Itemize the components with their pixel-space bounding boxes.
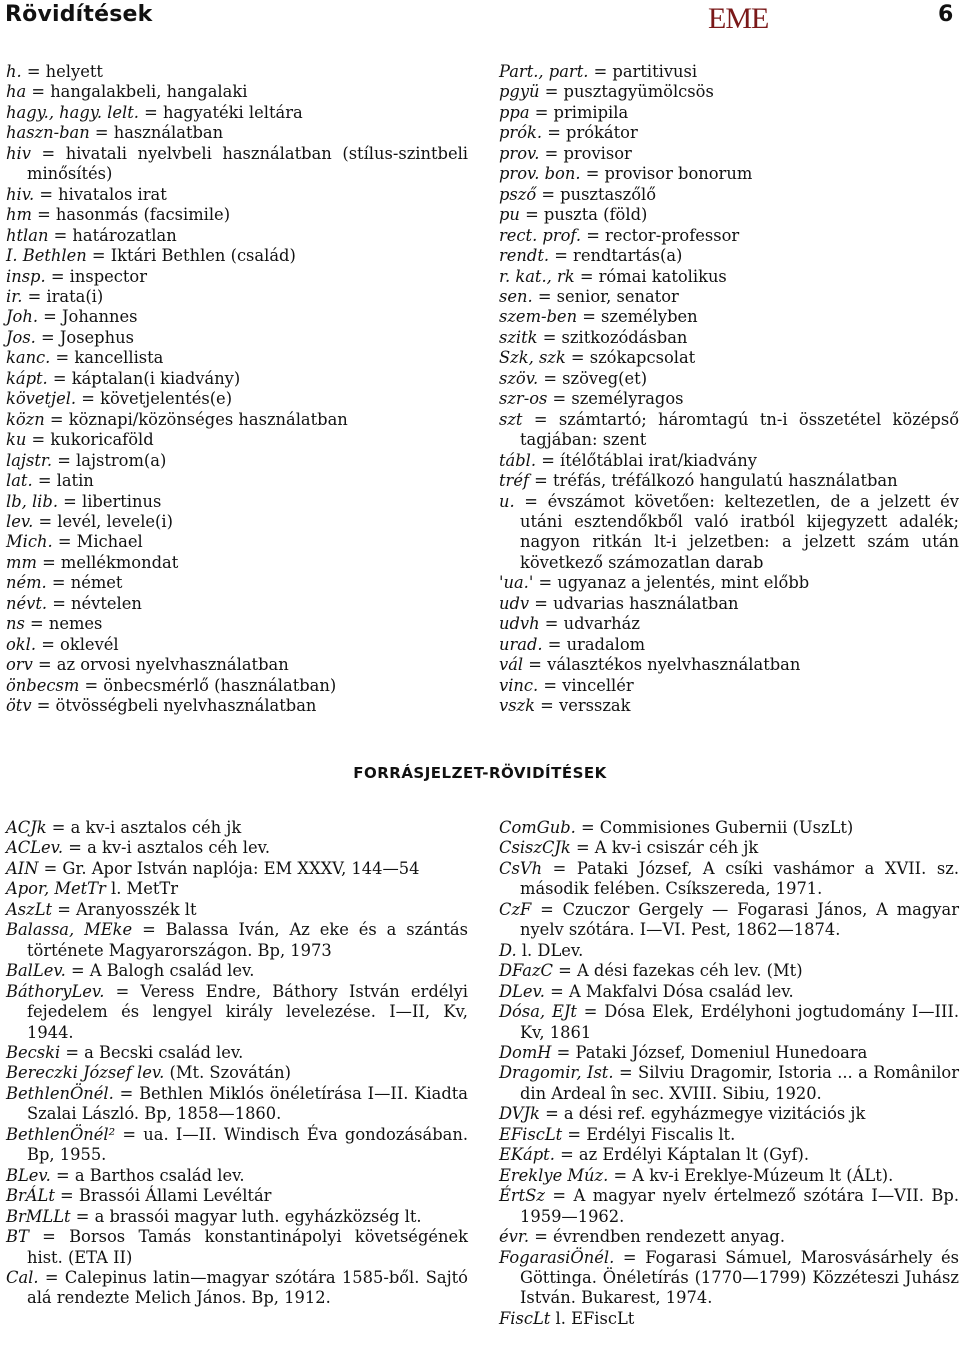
entry-abbreviation: ns <box>6 614 25 634</box>
entry-abbreviation: Cal. <box>6 1267 39 1287</box>
entry <box>6 553 468 573</box>
entry-definition: = Josephus <box>35 327 134 347</box>
entry-abbreviation: DomH <box>499 1042 552 1062</box>
entry-definition: = nemes <box>24 614 103 634</box>
entry <box>499 1104 959 1124</box>
entry-abbreviation: kanc. <box>6 348 51 368</box>
entry-abbreviation: évr. <box>499 1227 530 1247</box>
entry <box>499 961 959 981</box>
entry <box>499 900 959 941</box>
entry <box>499 307 959 327</box>
entry <box>6 879 468 899</box>
entry <box>6 62 468 82</box>
entry-definition: = szókapcsolat <box>565 348 696 368</box>
entry-definition: = Brassói Állami Levéltár <box>54 1186 272 1206</box>
entry-abbreviation: szitk <box>499 327 538 347</box>
entry <box>499 1166 959 1186</box>
entry <box>499 1043 959 1063</box>
entry-definition: = inspector <box>45 266 148 286</box>
entry-definition: = partitivusi <box>588 62 698 81</box>
entry-abbreviation: Ereklye Múz. <box>499 1165 609 1185</box>
entry-definition: = pusztagyümölcsös <box>539 82 714 102</box>
entry <box>499 838 959 858</box>
entry-definition: = hangalakbeli, hangalaki <box>26 82 248 102</box>
entry <box>6 226 468 246</box>
entry-abbreviation: követjel. <box>6 389 77 409</box>
entry-abbreviation: lat. <box>6 471 33 491</box>
entry-definition: = a Becski család lev. <box>60 1042 244 1062</box>
entry-definition: = A Makfalvi Dósa család lev. <box>544 981 794 1001</box>
entry-abbreviation: psző <box>499 184 537 204</box>
entry-abbreviation: AIN <box>6 858 39 878</box>
entry <box>6 307 468 327</box>
entry-abbreviation: udvh <box>499 614 540 634</box>
entry-definition: = prókátor <box>542 123 638 143</box>
entry <box>6 267 468 287</box>
entry-abbreviation: FogarasiÖnél. <box>499 1247 615 1267</box>
entry <box>6 532 468 552</box>
entry <box>499 1186 959 1227</box>
entry <box>6 389 468 409</box>
entry-definition: = A dési fazekas céh lev. (Mt) <box>553 961 803 981</box>
entry <box>6 859 468 879</box>
entry-definition: = káptalan(i kiadvány) <box>47 368 241 388</box>
entry-abbreviation: u. <box>499 491 515 511</box>
entry-definition: = lajstrom(a) <box>52 450 167 470</box>
entry <box>6 205 468 225</box>
entry-abbreviation: EFiscLt <box>499 1124 563 1144</box>
entry <box>6 635 468 655</box>
entry-abbreviation: ha <box>6 82 27 102</box>
entry-abbreviation: szr-os <box>499 389 548 409</box>
entry <box>6 246 468 266</box>
entry-definition: = kukoricaföld <box>26 430 154 450</box>
entry-definition: = rector-professor <box>581 225 740 245</box>
entry-definition: = a dési ref. egyházmegye vizitációs jk <box>539 1104 866 1124</box>
entry-abbreviation: okl. <box>6 634 37 654</box>
entry <box>499 144 959 164</box>
entry-abbreviation: prov. bon. <box>499 164 581 184</box>
entry-definition: = levél, levele(i) <box>33 511 173 531</box>
entry-definition: = köznapi/közönséges használatban <box>44 409 348 429</box>
entry <box>499 982 959 1002</box>
entry <box>6 900 468 920</box>
entry-definition: = évrendben rendezett anyag. <box>529 1227 786 1247</box>
entry-definition: = Dósa Elek, Erdélyhoni jogtudomány I—III. Kv, 1861 <box>520 1002 959 1042</box>
entry-definition: = a Barthos család lev. <box>50 1165 245 1185</box>
entry <box>6 328 468 348</box>
entry-abbreviation: közn <box>6 409 45 429</box>
entry <box>499 328 959 348</box>
entry <box>499 859 959 900</box>
entry-abbreviation: CsVh <box>499 858 543 878</box>
entry-definition: = szöveg(et) <box>538 368 648 388</box>
entry <box>6 676 468 696</box>
entry <box>6 410 468 430</box>
entry-abbreviation: ir. <box>6 286 23 306</box>
entry <box>499 410 959 451</box>
entry-definition: = rendtartás(a) <box>549 246 683 266</box>
entry-definition: = önbecsmérlő (használatban) <box>79 675 337 695</box>
entry-definition: = Borsos Tamás konstantinápolyi követségének hist. (ETA II) <box>27 1227 468 1267</box>
entry-definition: = személyragos <box>547 389 684 409</box>
entry-abbreviation: D. <box>499 940 517 960</box>
entry-definition: = A magyar nyelv értelmező szótára I—VII. Bp. 1959—1962. <box>520 1186 959 1226</box>
entry-abbreviation: DLev. <box>499 981 545 1001</box>
entry-abbreviation: Balassa, MEke <box>6 920 133 940</box>
entry-definition: = Johannes <box>38 307 138 327</box>
page-number: 6 <box>938 2 954 27</box>
entry <box>499 492 959 574</box>
entry <box>6 1268 468 1309</box>
entry-definition: = A kv-i csiszár céh jk <box>570 838 759 858</box>
entry <box>6 144 468 185</box>
entry-abbreviation: Jos. <box>6 327 36 347</box>
entry <box>6 82 468 102</box>
entry <box>6 1043 468 1063</box>
entry <box>6 573 468 593</box>
entry <box>6 430 468 450</box>
entry-abbreviation: lajstr. <box>6 450 53 470</box>
entry-abbreviation: DVJk <box>499 1104 540 1124</box>
entry-abbreviation: I. Bethlen <box>6 246 87 266</box>
entry <box>6 838 468 858</box>
entry-definition: = Gr. Apor István naplója: EM XXXV, 144—54 <box>38 858 420 878</box>
entry <box>499 246 959 266</box>
entry-definition: = hagyatéki leltára <box>138 102 303 122</box>
entry-definition: = vincellér <box>538 675 634 695</box>
entry-abbreviation: szt <box>499 409 523 429</box>
entry <box>6 348 468 368</box>
entry-definition: = német <box>46 573 123 593</box>
entry-definition: = a kv-i asztalos céh lev. <box>63 838 271 858</box>
entry <box>499 696 959 716</box>
entry-definition: = követjelentés(e) <box>76 389 233 409</box>
entry <box>499 1248 959 1309</box>
entry-definition: = versszak <box>535 696 631 716</box>
entry <box>6 1084 468 1125</box>
entry-definition: = pusztaszőlő <box>536 184 656 204</box>
entry-definition: = Erdélyi Fiscalis lt. <box>562 1124 736 1144</box>
entry <box>499 103 959 123</box>
entry-definition: = helyett <box>21 62 103 81</box>
entry <box>499 1309 959 1329</box>
entry <box>6 512 468 532</box>
entry-definition: = latin <box>32 471 94 491</box>
entry-definition: = Silviu Dragomir, Istoria ... a Românilor din Ardeal în sec. XVIII. Sibiu, 1920. <box>520 1063 959 1103</box>
sources-right-column <box>499 818 959 1329</box>
entry <box>499 573 959 593</box>
entry-definition: = hasonmás (facsimile) <box>31 205 231 225</box>
entry-definition: = Michael <box>52 532 143 552</box>
entry-abbreviation: vál <box>499 655 524 675</box>
entry <box>6 492 468 512</box>
page-header <box>0 0 960 40</box>
entry <box>499 1145 959 1165</box>
entry <box>6 1125 468 1166</box>
entry <box>499 471 959 491</box>
entry-abbreviation: FiscLt <box>499 1308 551 1328</box>
entry-definition: = szitkozódásban <box>537 327 688 347</box>
entry-definition: = kancellista <box>50 348 164 368</box>
entry-abbreviation: ötv <box>6 696 32 716</box>
entry-abbreviation: AszLt <box>6 899 53 919</box>
entry-definition: = Bethlen Miklós önéletírása I—II. Kiadta Szalai László. Bp, 1858—1860. <box>27 1083 468 1124</box>
entry <box>6 1186 468 1206</box>
entry-definition: = Balassa Iván, Az eke és a szántás története Magyarországon. Bp, 1973 <box>27 920 468 960</box>
entry-definition: = A Balogh család lev. <box>65 961 255 981</box>
entry-definition: l. MetTr <box>105 879 179 899</box>
entry <box>6 614 468 634</box>
entry-abbreviation: tréf <box>499 471 529 491</box>
entry-definition: = ua. I—II. Windisch Éva gondozásában. Bp, 1955. <box>27 1124 468 1165</box>
entry-abbreviation: hm <box>6 205 32 225</box>
entry-abbreviation: rendt. <box>499 246 550 266</box>
entry-abbreviation: Part., part. <box>499 62 589 81</box>
entry-definition: = tréfás, tréfálkozó hangulatú használatban <box>529 471 898 491</box>
entry-abbreviation: sen. <box>499 286 533 306</box>
entry-abbreviation: r. kat., rk <box>499 266 575 286</box>
entry <box>6 1207 468 1227</box>
entry <box>6 103 468 123</box>
entry-abbreviation: hiv <box>6 143 31 163</box>
entry-definition: = udvarház <box>539 614 640 634</box>
entry-definition: = a kv-i asztalos céh jk <box>46 818 242 837</box>
entry-definition: = számtartó; háromtagú tn-i összetétel középső tagjában: szent <box>520 409 959 450</box>
publisher-logo: EME <box>708 2 769 35</box>
entry-definition: = Fogarasi Sámuel, Marosvásárhely és Göttinga. Önéletírás (1770—1799) Közzéteszi Juhász István. Bukarest, 1974. <box>520 1247 959 1308</box>
entry <box>6 961 468 981</box>
entry-definition: = személyben <box>577 307 698 327</box>
entry-definition: = hivatalos irat <box>34 184 167 204</box>
entry <box>499 635 959 655</box>
entry-abbreviation: CzF <box>499 899 532 919</box>
entry-abbreviation: mm <box>6 552 37 572</box>
entry <box>499 655 959 675</box>
entry-definition: = mellékmondat <box>36 552 179 572</box>
entry-abbreviation: BLev. <box>6 1165 51 1185</box>
entry <box>499 451 959 471</box>
entry-abbreviation: udv <box>499 593 530 613</box>
entry-abbreviation: lb, lib. <box>6 491 58 511</box>
entry-abbreviation: urad. <box>499 634 543 654</box>
entry-definition: = Veress Endre, Báthory István erdélyi fejedelem és lengyel király levelezése. I—II, Kv, 1944. <box>27 981 468 1042</box>
entry-definition: = az Erdélyi Káptalan lt (Gyf). <box>554 1145 810 1165</box>
abbreviations-right-column <box>499 62 959 717</box>
entry <box>6 982 468 1043</box>
entry-definition: = udvarias használatban <box>529 593 739 613</box>
entry <box>6 920 468 961</box>
entry-abbreviation: pu <box>499 205 520 225</box>
entry-abbreviation: EKápt. <box>499 1145 555 1165</box>
entry-definition: = választékos nyelvhasználatban <box>523 655 801 675</box>
entry-abbreviation: ppa <box>499 102 530 122</box>
entry-definition: = Pataki József, Domeniul Hunedoara <box>551 1042 868 1062</box>
entry-definition: = provisor bonorum <box>580 164 753 184</box>
entry <box>499 1125 959 1145</box>
entry-abbreviation: BethlenÖnél. <box>6 1083 114 1103</box>
entry-abbreviation: ku <box>6 430 27 450</box>
entry-abbreviation: hiv. <box>6 184 35 204</box>
entry <box>499 164 959 184</box>
entry <box>499 614 959 634</box>
entry-abbreviation: ACJk <box>6 818 47 837</box>
sources-left-column <box>6 818 468 1309</box>
entry-abbreviation: önbecsm <box>6 675 80 695</box>
entry <box>499 348 959 368</box>
entry-definition: = hivatali nyelvbeli használatban (stílus-szintbeli minősítés) <box>27 143 468 184</box>
entry-definition: = Czuczor Gergely — Fogarasi János, A magyar nyelv szótára. I—VI. Pest, 1862—1874. <box>520 899 959 940</box>
entry-definition: = határozatlan <box>48 225 177 245</box>
entry-definition: = uradalom <box>542 634 646 654</box>
entry <box>499 594 959 614</box>
entry-abbreviation: névt. <box>6 593 48 613</box>
entry <box>499 941 959 961</box>
entry-definition: l. EFiscLt <box>550 1308 635 1328</box>
entry <box>6 1227 468 1268</box>
entry <box>499 185 959 205</box>
entry-definition: = Commisiones Gubernii (UszLt) <box>575 818 854 837</box>
entry-abbreviation: DFazC <box>499 961 553 981</box>
entry <box>499 226 959 246</box>
entry-abbreviation: BrÁLt <box>6 1186 55 1206</box>
entry-abbreviation: vszk <box>499 696 535 716</box>
entry <box>499 287 959 307</box>
entry <box>499 82 959 102</box>
entry-abbreviation: BáthoryLev. <box>6 981 105 1001</box>
entry <box>6 123 468 143</box>
entry-definition: (Mt. Szovátán) <box>164 1063 291 1083</box>
entry <box>499 1002 959 1043</box>
entry <box>6 696 468 716</box>
entry-abbreviation: Mich. <box>6 532 53 552</box>
entry-abbreviation: ném. <box>6 573 47 593</box>
entry <box>499 1063 959 1104</box>
entry-definition: = ítélőtáblai irat/kiadvány <box>536 450 757 470</box>
entry-definition: = puszta (föld) <box>519 205 648 225</box>
entry <box>499 369 959 389</box>
entry-definition: = Iktári Bethlen (család) <box>86 246 296 266</box>
entry <box>6 1063 468 1083</box>
entry-definition: = senior, senator <box>532 286 679 306</box>
entry <box>6 1166 468 1186</box>
entry-abbreviation: lev. <box>6 511 34 531</box>
entry-definition: = római katolikus <box>574 266 727 286</box>
entry-abbreviation: htlan <box>6 225 49 245</box>
entry-definition: = az orvosi nyelvhasználatban <box>32 655 289 675</box>
entry <box>6 818 468 838</box>
entry-abbreviation: Dragomir, Ist. <box>499 1063 614 1083</box>
entry <box>6 655 468 675</box>
entry <box>499 267 959 287</box>
entry-abbreviation: h. <box>6 62 22 81</box>
section-heading: FORRÁSJELZET-RÖVIDÍTÉSEK <box>353 764 607 782</box>
entry <box>6 594 468 614</box>
entry-abbreviation: insp. <box>6 266 46 286</box>
entry-definition: = ötvösségbeli nyelvhasználatban <box>31 696 317 716</box>
entry-definition: = használatban <box>89 123 224 143</box>
entry-abbreviation: tábl. <box>499 450 537 470</box>
entry-abbreviation: kápt. <box>6 368 48 388</box>
entry-abbreviation: vinc. <box>499 675 539 695</box>
entry <box>6 369 468 389</box>
entry-abbreviation: BalLev. <box>6 961 66 981</box>
entry-definition: = Pataki József, A csíki vashámor a XVII. sz. második felében. Csíkszereda, 1971. <box>520 858 959 899</box>
entry-definition: = Calepinus latin—magyar szótára 1585-ből. Sajtó alá rendezte Melich János. Bp, 1912. <box>27 1267 468 1308</box>
entry-abbreviation: Bereczki József lev. <box>6 1063 165 1083</box>
entry-definition: = provisor <box>539 143 632 163</box>
entry-definition: = A kv-i Ereklye-Múzeum lt (ÁLt). <box>608 1165 894 1185</box>
entry-definition: = libertinus <box>58 491 162 511</box>
entry-abbreviation: Joh. <box>6 307 38 327</box>
entry-abbreviation: Szk, szk <box>499 348 566 368</box>
entry-definition: = ugyanaz a jelentés, mint előbb <box>533 573 810 593</box>
entry <box>6 185 468 205</box>
entry-abbreviation: prov. <box>499 143 540 163</box>
entry-abbreviation: 'ua.' <box>499 573 534 593</box>
entry <box>499 205 959 225</box>
entry-abbreviation: szöv. <box>499 368 539 388</box>
entry <box>499 389 959 409</box>
entry-abbreviation: hagy., hagy. lelt. <box>6 102 139 122</box>
entry-definition: = oklevél <box>36 634 119 654</box>
entry <box>499 1227 959 1247</box>
entry-abbreviation: BT <box>6 1227 29 1247</box>
entry-definition: = a brassói magyar luth. egyházközség lt. <box>70 1206 422 1226</box>
entry-abbreviation: rect. prof. <box>499 225 582 245</box>
abbreviations-left-column <box>6 62 468 717</box>
entry-abbreviation: ComGub. <box>499 818 576 837</box>
entry-definition: = primipila <box>529 102 629 122</box>
entry-abbreviation: prók. <box>499 123 543 143</box>
entry <box>6 287 468 307</box>
entry <box>499 818 959 838</box>
entry <box>499 123 959 143</box>
entry-abbreviation: ACLev. <box>6 838 64 858</box>
entry-abbreviation: Apor, MetTr <box>6 879 106 899</box>
entry-abbreviation: pgyü <box>499 82 540 102</box>
entry-definition: = névtelen <box>47 593 142 613</box>
entry-definition: = irata(i) <box>22 286 104 306</box>
entry <box>499 676 959 696</box>
entry-abbreviation: Dósa, EJt <box>499 1002 577 1022</box>
entry <box>499 62 959 82</box>
entry-abbreviation: szem-ben <box>499 307 578 327</box>
entry-abbreviation: BrMLLt <box>6 1206 71 1226</box>
entry-abbreviation: BethlenÖnél² <box>6 1124 116 1144</box>
entry-definition: = évszámot követően: keltezetlen, de a jelzett év utáni esztendőkből való iratból kijegyzett adalék; nagyon ritkán lt-i jelzetben: a jelzett szám után következő számozatlan darab <box>514 491 959 572</box>
entry-abbreviation: haszn-ban <box>6 123 90 143</box>
entry <box>6 451 468 471</box>
entry-abbreviation: orv <box>6 655 33 675</box>
entry-abbreviation: CsiszCJk <box>499 838 571 858</box>
entry-abbreviation: Becski <box>6 1042 61 1062</box>
entry-definition: = Aranyosszék lt <box>52 899 197 919</box>
entry <box>6 471 468 491</box>
entry-definition: l. DLev. <box>516 940 584 960</box>
page-title: Rövidítések <box>5 2 153 27</box>
entry-abbreviation: ÉrtSz <box>499 1186 545 1206</box>
